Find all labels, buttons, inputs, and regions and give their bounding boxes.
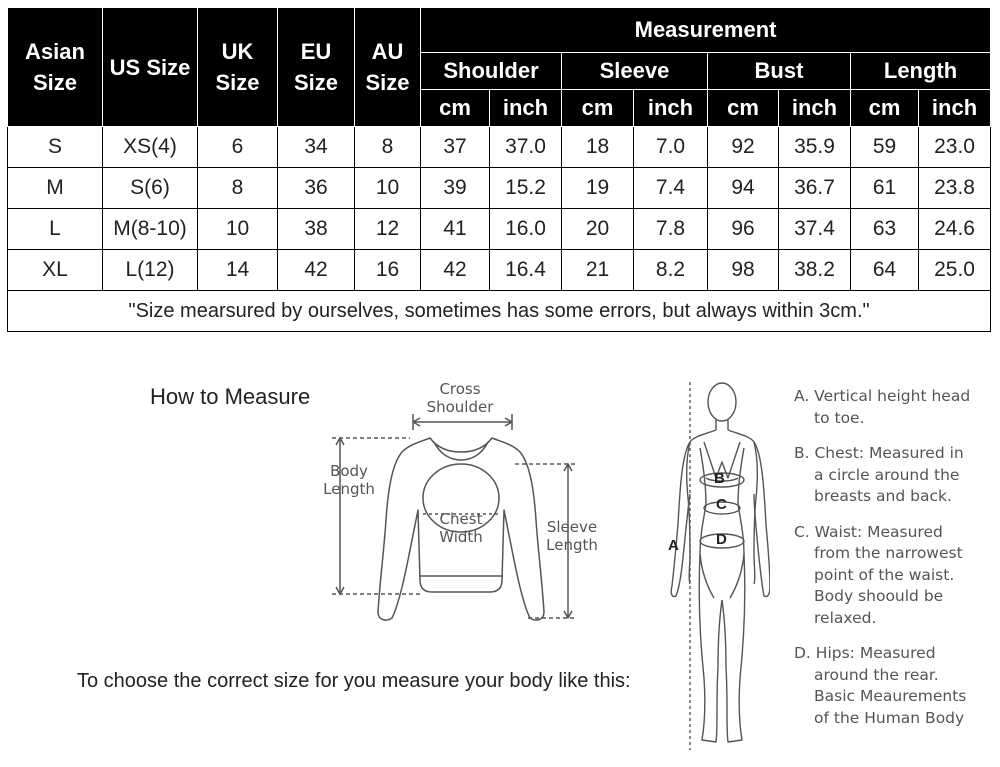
body-figure-diagram bbox=[660, 378, 770, 760]
table-cell: 7.8 bbox=[634, 209, 708, 250]
marker-b: B bbox=[714, 470, 725, 487]
table-cell: 38 bbox=[278, 209, 355, 250]
table-cell: 7.0 bbox=[634, 127, 708, 168]
table-cell: 92 bbox=[708, 127, 779, 168]
table-cell: 18 bbox=[562, 127, 634, 168]
table-cell: 42 bbox=[278, 250, 355, 291]
table-cell: 59 bbox=[851, 127, 919, 168]
table-cell: 19 bbox=[562, 168, 634, 209]
table-row bbox=[8, 127, 991, 168]
table-cell: 14 bbox=[198, 250, 278, 291]
table-cell: 16.0 bbox=[490, 209, 562, 250]
table-cell: 16 bbox=[355, 250, 421, 291]
table-cell: 94 bbox=[708, 168, 779, 209]
table-cell: 35.9 bbox=[779, 127, 851, 168]
table-cell: 42 bbox=[421, 250, 490, 291]
table-cell: 38.2 bbox=[779, 250, 851, 291]
table-row bbox=[8, 168, 991, 209]
marker-c: C bbox=[716, 496, 727, 513]
table-cell: M(8-10) bbox=[103, 209, 198, 250]
table-cell: 10 bbox=[198, 209, 278, 250]
table-cell: M bbox=[8, 168, 103, 209]
header-unit-inch: inch bbox=[779, 90, 851, 127]
table-cell: 39 bbox=[421, 168, 490, 209]
header-unit-inch: inch bbox=[919, 90, 991, 127]
label-body-length: Body Length bbox=[323, 462, 375, 498]
label-sleeve-length: Sleeve Length bbox=[546, 518, 598, 554]
header-measurement: Measurement bbox=[421, 8, 991, 53]
header-au-size: AU Size bbox=[355, 8, 421, 127]
table-cell: L bbox=[8, 209, 103, 250]
table-cell: 12 bbox=[355, 209, 421, 250]
table-cell: 15.2 bbox=[490, 168, 562, 209]
table-cell: S bbox=[8, 127, 103, 168]
header-sleeve: Sleeve bbox=[562, 53, 708, 90]
marker-a: A bbox=[668, 537, 679, 554]
header-eu-size: EU Size bbox=[278, 8, 355, 127]
table-cell: 34 bbox=[278, 127, 355, 168]
header-uk-size: UK Size bbox=[198, 8, 278, 127]
table-cell: XS(4) bbox=[103, 127, 198, 168]
table-note: "Size mearsured by ourselves, sometimes has some errors, but always within 3cm." bbox=[8, 291, 991, 332]
table-cell: 37.0 bbox=[490, 127, 562, 168]
table-cell: 37.4 bbox=[779, 209, 851, 250]
header-unit-cm: cm bbox=[708, 90, 779, 127]
table-cell: 36.7 bbox=[779, 168, 851, 209]
table-cell: 8 bbox=[198, 168, 278, 209]
header-unit-cm: cm bbox=[851, 90, 919, 127]
table-cell: S(6) bbox=[103, 168, 198, 209]
legend-item-a: A. Vertical height head to toe. bbox=[794, 387, 971, 427]
label-chest-width: Chest Width bbox=[439, 510, 483, 546]
size-chart-table bbox=[7, 7, 991, 332]
label-cross-shoulder: Cross Shoulder bbox=[426, 380, 494, 416]
table-cell: XL bbox=[8, 250, 103, 291]
header-asian-size: Asian Size bbox=[8, 8, 103, 127]
table-cell: 10 bbox=[355, 168, 421, 209]
header-unit-inch: inch bbox=[634, 90, 708, 127]
table-cell: 25.0 bbox=[919, 250, 991, 291]
marker-d: D bbox=[716, 531, 727, 548]
table-cell: 8.2 bbox=[634, 250, 708, 291]
table-cell: 98 bbox=[708, 250, 779, 291]
table-cell: 61 bbox=[851, 168, 919, 209]
legend-item-d: D. Hips: Measured around the rear. Basic Meaurements of the Human Body bbox=[794, 644, 967, 727]
how-to-measure-title: How to Measure bbox=[150, 384, 311, 409]
header-us-size: US Size bbox=[103, 8, 198, 127]
table-cell: 23.0 bbox=[919, 127, 991, 168]
header-length: Length bbox=[851, 53, 991, 90]
table-cell: 7.4 bbox=[634, 168, 708, 209]
header-unit-cm: cm bbox=[562, 90, 634, 127]
table-cell: L(12) bbox=[103, 250, 198, 291]
table-cell: 63 bbox=[851, 209, 919, 250]
header-unit-cm: cm bbox=[421, 90, 490, 127]
table-row bbox=[8, 250, 991, 291]
table-cell: 41 bbox=[421, 209, 490, 250]
legend-item-b: B. Chest: Measured in a circle around the breasts and back. bbox=[794, 444, 964, 505]
instruction-text: To choose the correct size for you measure your body like this: bbox=[77, 670, 631, 692]
table-cell: 6 bbox=[198, 127, 278, 168]
table-cell: 8 bbox=[355, 127, 421, 168]
header-bust: Bust bbox=[708, 53, 851, 90]
header-shoulder: Shoulder bbox=[421, 53, 562, 90]
table-cell: 16.4 bbox=[490, 250, 562, 291]
legend-item-c: C. Waist: Measured from the narrowest point of the waist. Body shoould be relaxed. bbox=[794, 522, 963, 627]
table-cell: 36 bbox=[278, 168, 355, 209]
table-row bbox=[8, 209, 991, 250]
table-cell: 20 bbox=[562, 209, 634, 250]
header-unit-inch: inch bbox=[490, 90, 562, 127]
table-cell: 37 bbox=[421, 127, 490, 168]
table-cell: 64 bbox=[851, 250, 919, 291]
table-cell: 23.8 bbox=[919, 168, 991, 209]
measurement-legend bbox=[794, 386, 974, 729]
table-cell: 24.6 bbox=[919, 209, 991, 250]
table-cell: 96 bbox=[708, 209, 779, 250]
table-cell: 21 bbox=[562, 250, 634, 291]
